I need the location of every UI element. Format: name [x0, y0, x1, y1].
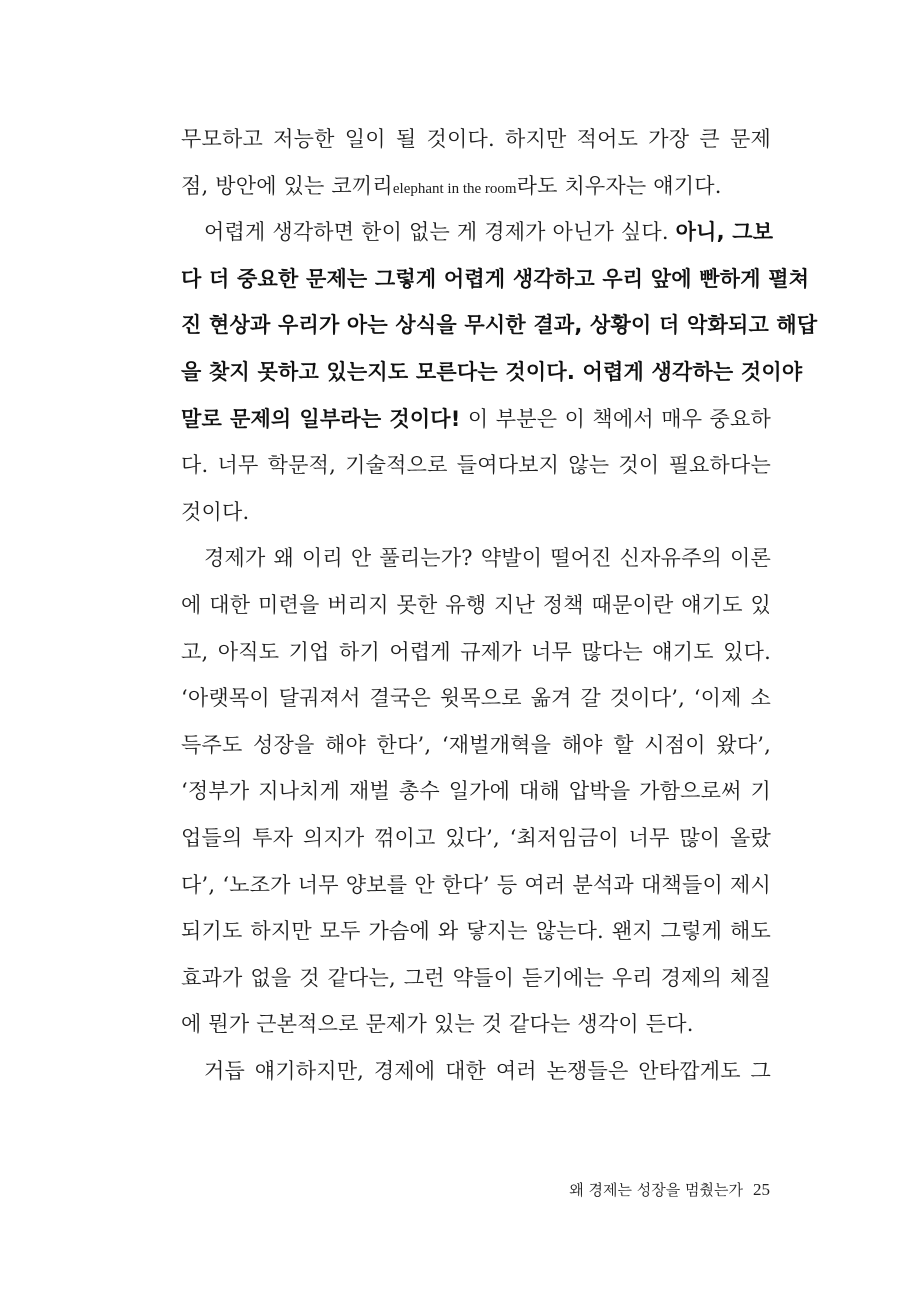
- emphasis-text: 다 더 중요한 문제는 그렇게 어렵게 생각하고 우리 앞에 빤하게 펼쳐: [181, 266, 810, 291]
- text-line: [181, 116, 771, 163]
- text-line: [181, 163, 771, 210]
- line-text: 업들의 투자 의지가 꺾이고 있다’, ‘최저임금이 너무 많이 올랐: [181, 825, 771, 850]
- emphasis-text: 아니, 그보: [675, 220, 774, 245]
- line-text: 고, 아직도 기업 하기 어렵게 규제가 너무 많다는 얘기도 있다.: [181, 639, 771, 664]
- body-text: [181, 116, 818, 1094]
- text-line: [181, 535, 771, 582]
- text-line: [181, 396, 771, 443]
- text-line: [181, 1001, 771, 1048]
- page-number: 25: [753, 1180, 770, 1199]
- line-text: 에 뭔가 근본적으로 문제가 있는 것 같다는 생각이 든다.: [181, 1012, 694, 1037]
- emphasis-text: 말로 문제의 일부라는 것이다!: [181, 406, 461, 431]
- text-line: [181, 1048, 771, 1095]
- text-line: [181, 675, 771, 722]
- text-line: [181, 442, 771, 489]
- line-text: ‘정부가 지나치게 재벌 총수 일가에 대해 압박을 가함으로써 기: [181, 779, 771, 804]
- emphasis-text: 을 찾지 못하고 있는지도 모른다는 것이다. 어렵게 생각하는 것이야: [181, 359, 803, 384]
- text-line: [181, 955, 771, 1002]
- text-line: [181, 349, 803, 396]
- text-line: [181, 722, 771, 769]
- text-line: [181, 209, 774, 256]
- line-text: 어렵게 생각하면 한이 없는 게 경제가 아닌가 싶다.: [204, 220, 676, 245]
- line-text: 다’, ‘노조가 너무 양보를 안 한다’ 등 여러 분석과 대책들이 제시: [181, 872, 771, 897]
- line-text: 것이다.: [181, 499, 250, 524]
- text-line: [181, 815, 771, 862]
- english-gloss: elephant in the room: [392, 180, 517, 197]
- text-line: [181, 768, 771, 815]
- text-line: [181, 862, 771, 909]
- line-text: 무모하고 저능한 일이 될 것이다. 하지만 적어도 가장 큰 문제: [181, 127, 771, 151]
- text-line: [181, 908, 771, 955]
- text-line: [181, 256, 810, 303]
- line-text: 되기도 하지만 모두 가슴에 와 닿지는 않는다. 왠지 그렇게 해도: [181, 919, 771, 944]
- text-line: [181, 582, 771, 629]
- running-title: 왜 경제는 성장을 멈췄는가: [569, 1181, 743, 1199]
- line-text: 다. 너무 학문적, 기술적으로 들여다보지 않는 것이 필요하다는: [181, 453, 771, 478]
- line-text: 득주도 성장을 해야 한다’, ‘재벌개혁을 해야 할 시점이 왔다’,: [181, 732, 771, 757]
- line-text: 거듭 얘기하지만, 경제에 대한 여러 논쟁들은 안타깝게도 그: [204, 1058, 771, 1083]
- page-footer: [569, 1178, 770, 1202]
- text-line: [181, 489, 771, 536]
- emphasis-text: 진 현상과 우리가 아는 상식을 무시한 결과, 상황이 더 악화되고 해답: [181, 313, 818, 338]
- line-text: 효과가 없을 것 같다는, 그런 약들이 듣기에는 우리 경제의 체질: [181, 965, 771, 990]
- line-text: 에 대한 미련을 버리지 못한 유행 지난 정책 때문이란 얘기도 있: [181, 592, 771, 617]
- line-text: 이 부분은 이 책에서 매우 중요하: [460, 406, 771, 431]
- line-text: ‘아랫목이 달궈져서 결국은 윗목으로 옮겨 갈 것이다’, ‘이제 소: [181, 686, 771, 711]
- text-line: [181, 302, 818, 349]
- line-text: 경제가 왜 이리 안 풀리는가? 약발이 떨어진 신자유주의 이론: [204, 546, 771, 571]
- line-text: 점, 방안에 있는 코끼리: [181, 173, 393, 198]
- text-line: [181, 629, 771, 676]
- line-text: 라도 치우자는 얘기다.: [516, 173, 722, 198]
